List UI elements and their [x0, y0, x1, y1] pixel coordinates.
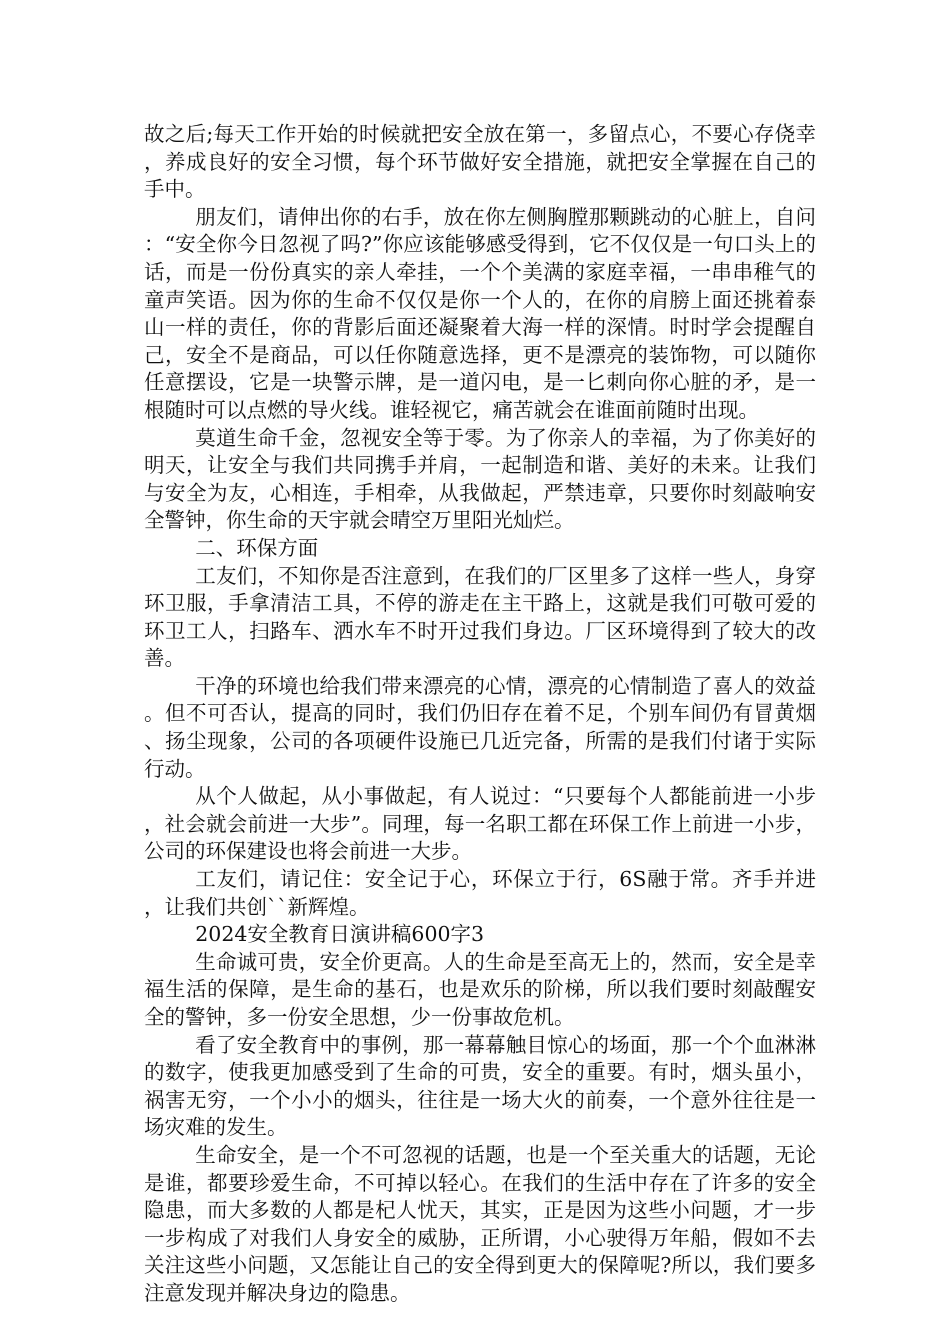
paragraph-12: 生命安全，是一个不可忽视的话题，也是一个至关重大的话题，无论是谁，都要珍爱生命，不可掉以轻心。在我们的生活中存在了许多的安全隐患，而大多数的人都是杞人忧天，其实，正是因为这些小问题，才一步一步构成了对我们人身安全的威胁，正所谓，小心驶得万年船，假如不去关注这些小问题，又怎能让自己的安全得到更大的保障呢?所以，我们要多注意发现并解决身边的隐患。: [144, 1142, 816, 1305]
paragraph-8: 工友们，请记住：安全记于心，环保立于行，6S融于常。齐手并进，让我们共创``新辉煌。: [144, 867, 816, 919]
paragraph-7: 从个人做起，从小事做起，有人说过：“只要每个人都能前进一小步，社会就会前进一大步”。同理，每一名职工都在环保工作上前进一小步，公司的环保建设也将会前进一大步。: [144, 784, 816, 864]
paragraph-10: 生命诚可贵，安全价更高。人的生命是至高无上的，然而，安全是幸福生活的保障，是生命的基石，也是欢乐的阶梯，所以我们要时刻敲醒安全的警钟，多一份安全思想，少一份事故危机。: [144, 949, 816, 1029]
paragraph-6: 干净的环境也给我们带来漂亮的心情，漂亮的心情制造了喜人的效益。但不可否认，提高的同时，我们仍旧存在着不足，个别车间仍有冒黄烟、扬尘现象，公司的各项硬件设施已几近完备，所需的是我们付诸于实际行动。: [144, 673, 816, 781]
paragraph-3: 莫道生命千金，忽视安全等于零。为了你亲人的幸福，为了你美好的明天，让安全与我们共同携手并肩，一起制造和谐、美好的未来。让我们与安全为友，心相连，手相牵，从我做起，严禁违章，只要你时刻敲响安全警钟，你生命的天宇就会晴空万里阳光灿烂。: [144, 425, 816, 533]
speech-title-3: 2024安全教育日演讲稿600字3: [195, 922, 485, 947]
document-body: [144, 121, 816, 1308]
paragraph-5: 工友们，不知你是否注意到，在我们的厂区里多了这样一些人，身穿环卫服，手拿清洁工具，不停的游走在主干路上，这就是我们可敬可爱的环卫工人，扫路车、洒水车不时开过我们身边。厂区环境得到了较大的改善。: [144, 563, 816, 671]
paragraph-2: 朋友们，请伸出你的右手，放在你左侧胸膛那颗跳动的心脏上，自问：“安全你今日忽视了吗?”你应该能够感受得到，它不仅仅是一句口头上的话，而是一份份真实的亲人牵挂，一个个美满的家庭幸福，一串串稚气的童声笑语。因为你的生命不仅仅是你一个人的，在你的肩膀上面还挑着泰山一样的责任，你的背影后面还凝聚着大海一样的深情。时时学会提醒自己，安全不是商品，可以任你随意选择，更不是漂亮的装饰物，可以随你任意摆设，它是一块警示牌，是一道闪电，是一匕刺向你心脏的矛，是一根随时可以点燃的导火线。谁轻视它，痛苦就会在谁面前随时出现。: [144, 204, 816, 422]
paragraph-11: 看了安全教育中的事例，那一幕幕触目惊心的场面，那一个个血淋淋的数字，使我更加感受到了生命的可贵，安全的重要。有时，烟头虽小，祸害无穷，一个小小的烟头，往往是一场大火的前奏，一个意外往往是一场灾难的发生。: [144, 1032, 816, 1140]
paragraph-1: 故之后;每天工作开始的时候就把安全放在第一，多留点心，不要心存侥幸，养成良好的安全习惯，每个环节做好安全措施，就把安全掌握在自己的手中。: [144, 122, 816, 202]
section-heading-environment: 二、环保方面: [195, 535, 319, 560]
